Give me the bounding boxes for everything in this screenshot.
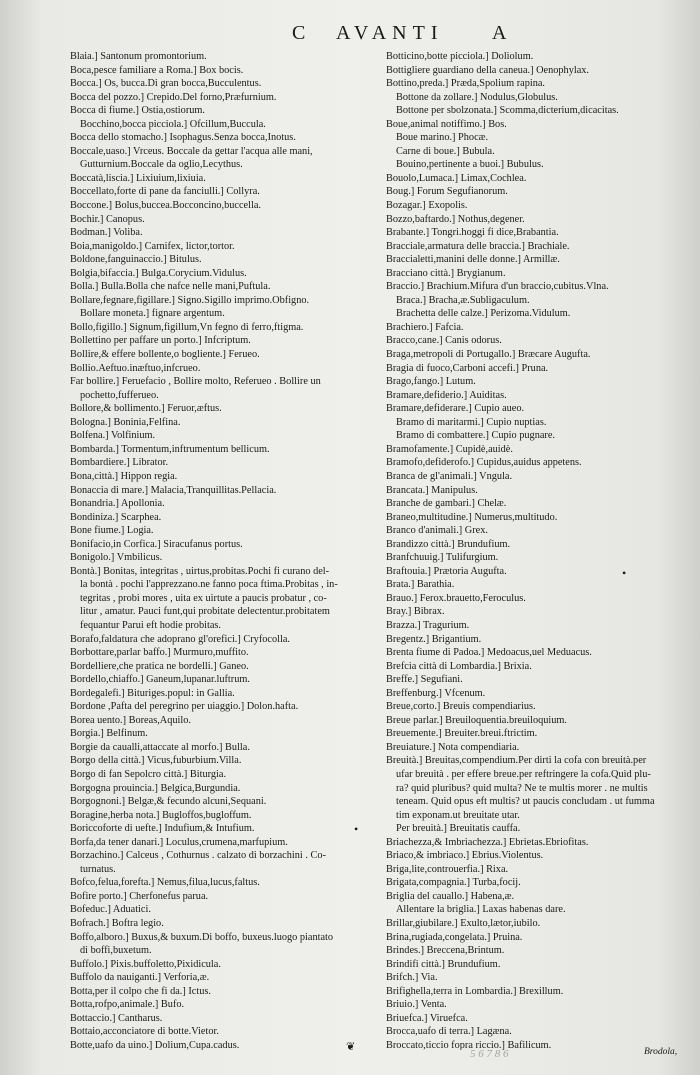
entry-line: Branche de gambari.] Chelæ. — [386, 498, 507, 510]
entry-line: Brazza.] Tragurium. — [386, 619, 470, 631]
entry-line: di boffi,buxetum. — [80, 945, 152, 957]
entry-line: Bouolo,Lumaca.] Limax,Cochlea. — [386, 172, 527, 184]
entry-line: Bocca dello stomacho.] Isophagus.Senza bocca,Inotus. — [70, 132, 296, 144]
entry-line: Borgo di fan Sepolcro città.] Biturgia. — [70, 768, 227, 780]
entry-line: Brefcia città di Lombardia.] Brixia. — [386, 660, 532, 672]
entry-line: Brago,fango.] Lutum. — [386, 376, 476, 388]
catchword: Brodola, — [644, 1047, 678, 1057]
entry-line: Borgognoni.] Belgæ,& fecundo alcuni,Sequani. — [70, 796, 267, 808]
entry-line: Boccellato,forte di pane da fanciulli.] Collyra. — [70, 186, 260, 198]
entry-line: tim exponam.ut breuitate utar. — [396, 809, 520, 821]
entry-line: Bollo,figillo.] Signum,figillum,Vn fegno di ferro,ftigma. — [70, 321, 304, 333]
entry-line: Brigata,compagnia.] Turba,focij. — [386, 877, 521, 889]
entry-line: Bondiniza.] Scarphea. — [70, 511, 162, 523]
entry-line: Broccato,ticcio fopra riccio.] Bafilicum. — [386, 1039, 552, 1050]
entry-line: Bottigliere guardiano della caneua.] Oenophylax. — [386, 64, 590, 76]
entry-line: Braccialetti,manini delle donne.] Armillæ. — [386, 254, 560, 266]
entry-line: Borgogna prouincia.] Belgica,Burgundia. — [70, 782, 241, 794]
entry-line: Borbottare,parlar baffo.] Murmuro,muffito. — [70, 647, 249, 659]
entry-line: Bramo di maritarmi.] Cupio nuptias. — [396, 416, 547, 428]
entry-line: Boca,pesce familiare a Roma.] Box bocis. — [70, 64, 244, 76]
entry-line: Breuiature.] Nota compendiaria. — [386, 741, 520, 753]
entry-line: Bracco,cane.] Canis odorus. — [386, 335, 502, 347]
entry-line: Allentare la briglia.] Laxas habenas dare. — [396, 904, 566, 916]
entry-line: Botticino,botte picciola.] Doliolum. — [386, 51, 534, 62]
entry-line: Breuemente.] Breuiter.breui.ftrictim. — [386, 728, 538, 740]
entry-line: Bramare,defiderio.] Auiditas. — [386, 389, 507, 401]
entry-line: Bone fiume.] Logia. — [70, 525, 154, 537]
right-column — [386, 50, 686, 1050]
entry-line: Brifch.] Via. — [386, 972, 438, 984]
entry-line: Botte,uafo da uino.] Dolium,Cupa.cadus. — [70, 1039, 240, 1050]
entry-line: ra? quid pluribus? quid multa? Ne te multis morer . ne multis — [396, 782, 648, 794]
entry-line: Bolgia,bifaccia.] Bulga.Corycium.Vidulus. — [70, 267, 247, 279]
entry-line: teneam. Quid opus eft multis? ut paucis concludam . ut fumma — [396, 796, 655, 808]
entry-line: Brifighella,terra in Lombardia.] Brexillum. — [386, 985, 564, 997]
entry-line: Bollare moneta.] fignare argentum. — [80, 308, 225, 320]
entry-line: Bombardiere.] Librator. — [70, 457, 169, 469]
entry-line: Boffo,alboro.] Buxus,& buxum.Di boffo, buxeus.luogo piantato — [70, 931, 334, 943]
entry-line: Boccatà,liscia.] Lixiuium,lixiuia. — [70, 172, 206, 184]
entry-line: Carne di boue.] Bubula. — [396, 145, 495, 157]
entry-line: Bochir.] Canopus. — [70, 213, 145, 225]
entry-line: Breffe.] Segufiani. — [386, 674, 463, 686]
entry-line: Breffenburg.] Vfcenum. — [386, 687, 486, 699]
entry-line: Brauo.] Ferox.brauetto,Feroculus. — [386, 592, 526, 604]
entry-line: tegritas , probi mores , uita ex uirtute a paucis probatur , co- — [80, 592, 327, 604]
entry-line: Bocchino,bocca picciola.] Ofcillum,Buccula. — [80, 118, 266, 130]
entry-line: Buffolo.] Pixis.buffoletto,Pixidicula. — [70, 958, 221, 970]
entry-line: Braga,metropoli di Portugallo.] Bræcare Augufta. — [386, 349, 591, 361]
entry-line: Borea uento.] Boreas,Aquilo. — [70, 714, 191, 726]
entry-line: Bozagar.] Exopolis. — [386, 200, 468, 212]
header-right-letter: A — [492, 22, 509, 44]
entry-line: Bocca di fiume.] Ostia,ostiorum. — [70, 105, 205, 117]
entry-line: Borfa,da tener danari.] Loculus,crumena,marfupium. — [70, 836, 288, 848]
entry-line: Bollire,& effere bollente,o bogliente.] Ferueo. — [70, 349, 260, 361]
entry-line: Boldone,fanguinaccio.] Bitulus. — [70, 254, 202, 266]
entry-line: Brancata.] Manipulus. — [386, 484, 478, 496]
entry-line: Brabante.] Tongri.hoggi fi dice,Brabantia. — [386, 227, 559, 239]
entry-line: Brocca,uafo di terra.] Lagæna. — [386, 1026, 512, 1038]
margin-mark-icon: • — [622, 566, 627, 580]
entry-line: Bordelliere,che pratica ne bordelli.] Ganeo. — [70, 660, 249, 672]
entry-line: Botta,rofpo,animale.] Bufo. — [70, 999, 185, 1011]
entry-line: Boccale,uaso.] Vrceus. Boccale da gettar l'acqua alle mani, — [70, 145, 313, 157]
entry-line: Bottone da zollare.] Nodulus,Globulus. — [396, 91, 558, 103]
entry-line: Briga,lite,controuerfia.] Rixa. — [386, 863, 509, 875]
entry-line: Braftouia.] Prætoria Augufta. — [386, 565, 507, 577]
entry-line: Botta,per il colpo che fi da.] Ictus. — [70, 985, 211, 997]
entry-line: Briuefca.] Viruefca. — [386, 1012, 468, 1024]
entry-line: Bramofamente.] Cupidè,auidè. — [386, 443, 513, 455]
entry-line: Boragine,herba nota.] Bugloffos,bugloffum. — [70, 809, 252, 821]
entry-line: Bragia di fuoco,Carboni accefi.] Pruna. — [386, 362, 549, 374]
entry-line: Brindes.] Breccena,Brintum. — [386, 945, 505, 957]
entry-line: ufar breuità . per effere breue.per reftringere la cofa.Quid plu- — [396, 768, 651, 780]
entry-line: Branfchuuig.] Tulifurgium. — [386, 552, 499, 564]
entry-line: Briuio.] Venta. — [386, 999, 447, 1011]
entry-line: Boue,animal notiffimo.] Bos. — [386, 118, 507, 130]
entry-line: Bottino,preda.] Præda,Spolium rapina. — [386, 78, 546, 90]
header-left-letter: C — [292, 22, 308, 44]
entry-line: fequantur Parui eft hodie probitas. — [80, 619, 221, 631]
entry-line: Bramofo,defiderofo.] Cupidus,auidus appetens. — [386, 457, 582, 469]
entry-line: Blaia.] Santonum promontorium. — [70, 51, 207, 62]
entry-line: turnatus. — [80, 863, 116, 875]
entry-line: Bolla.] Bulla.Bolla che nafce nelle mani,Puftula. — [70, 281, 271, 293]
entry-line: la bontà . pochi l'apprezzano.ne fanno poca ftima.Probitas , in- — [80, 579, 338, 591]
entry-line: Breue,corto.] Breuis compendiarius. — [386, 701, 536, 713]
entry-line: Briachezza,& Imbriachezza.] Ebrietas.Ebriofitas. — [386, 836, 589, 848]
ornament-icon: ❦ — [346, 1041, 356, 1053]
entry-line: litur , amatur. Pauci funt,qui probitate delectentur.probitatem — [80, 606, 330, 618]
entry-line: Bollore,& bollimento.] Feruor,æftus. — [70, 403, 222, 415]
entry-line: Branco d'animali.] Grex. — [386, 525, 488, 537]
entry-line: Brina,rugiada,congelata.] Pruina. — [386, 931, 523, 943]
entry-line: Brata.] Barathia. — [386, 579, 455, 591]
entry-line: Borafo,faldatura che adoprano gl'orefici.] Cryfocolla. — [70, 633, 290, 645]
entry-line: Brindifi città.] Brundufium. — [386, 958, 501, 970]
running-header — [0, 22, 700, 48]
entry-line: Bofco,felua,forefta.] Nemus,filua,lucus,faltus. — [70, 877, 260, 889]
entry-line: Bottaccio.] Cantharus. — [70, 1012, 163, 1024]
entry-line: Brachetta delle calze.] Perizoma.Vidulum. — [396, 308, 571, 320]
entry-line: Brenta fiume di Padoa.] Medoacus,uel Meduacus. — [386, 647, 592, 659]
entry-line: Gutturnium.Boccale da oglio,Lecythus. — [80, 159, 243, 171]
entry-line: Briglia del cauallo.] Habena,æ. — [386, 890, 515, 902]
entry-line: Bonandria.] Apollonia. — [70, 498, 165, 510]
entry-line: Bodman.] Voliba. — [70, 227, 143, 239]
entry-line: Braneo,multitudine.] Numerus,multitudo. — [386, 511, 558, 523]
entry-line: Borgo della città.] Vicus,fuburbium.Villa. — [70, 755, 242, 767]
entry-line: Bracciano città.] Brygianum. — [386, 267, 506, 279]
entry-line: Borgie da caualli,attaccate al morfo.] Bulla. — [70, 741, 250, 753]
entry-line: Bona,città.] Hippon regia. — [70, 470, 178, 482]
margin-mark-icon: • — [354, 822, 359, 836]
entry-line: pochetto,fufferueo. — [80, 389, 159, 401]
entry-line: Brandizzo città.] Brundufium. — [386, 538, 511, 550]
entry-line: Boug.] Forum Segufianorum. — [386, 186, 508, 198]
header-title: AVANTI — [336, 22, 444, 44]
entry-line: Bontà.] Bonitas, integritas , uirtus,probitas.Pochi fi curano del- — [70, 565, 330, 577]
entry-line: Brillar,giubilare.] Exulto,lætor,iubilo. — [386, 918, 541, 929]
entry-line: Bombarda.] Tormentum,inftrumentum bellicum. — [70, 443, 270, 455]
entry-line: Bouino,pertinente a buoi.] Bubulus. — [396, 159, 544, 171]
entry-line: Bonaccia di mare.] Malacia,Tranquillitas.Pellacia. — [70, 484, 277, 496]
entry-line: Far bollire.] Feruefacio , Bollire molto, Referueo . Bollire un — [70, 376, 321, 388]
entry-line: Breue parlar.] Breuiloquentia.breuiloquium. — [386, 714, 567, 726]
entry-line: Bozzo,baftardo.] Nothus,degener. — [386, 213, 525, 225]
entry-line: Buffolo da nauiganti.] Verforia,æ. — [70, 972, 210, 984]
entry-line: Borzachino.] Calceus , Cothurnus . calzato di borzachini . Co- — [70, 850, 326, 862]
entry-line: Bottone per sbolzonata.] Scomma,dicterium,dicacitas. — [396, 105, 619, 117]
entry-line: Boia,manigoldo.] Carnifex, lictor,tortor. — [70, 240, 235, 252]
entry-line: Bocca del pozzo.] Crepido.Del forno,Præfurnium. — [70, 91, 277, 103]
entry-line: Per breuità.] Breuitatis cauffa. — [396, 823, 521, 835]
entry-line: Bonigolo.] Vmbilicus. — [70, 552, 163, 564]
entry-line: Bregentz.] Brigantium. — [386, 633, 482, 645]
entry-line: Bofeduc.] Aduatici. — [70, 904, 151, 916]
entry-line: Bollare,fegnare,figillare.] Signo.Sigillo imprimo.Obfigno. — [70, 294, 310, 306]
entry-line: Braccio.] Brachium.Mifura d'un braccio,cubitus.Vlna. — [386, 281, 609, 293]
left-column — [70, 50, 382, 1050]
entry-line: Bracciale,armatura delle braccia.] Brachiale. — [386, 240, 570, 252]
entry-line: Briaco,& imbriaco.] Ebrius.Violentus. — [386, 850, 544, 862]
entry-line: Bramo di combattere.] Cupio pugnare. — [396, 430, 555, 442]
entry-line: Breuità.] Breuitas,compendium.Per dirti la cofa con breuità.per — [386, 755, 647, 767]
entry-line: Bonifacio,in Corfica.] Siracufanus portus. — [70, 538, 243, 550]
entry-line: Bollettino per paffare un porto.] Infcriptum. — [70, 335, 251, 347]
entry-line: Bofrach.] Boftra legio. — [70, 918, 164, 929]
entry-line: Bofire porto.] Cherfonefus parua. — [70, 890, 209, 902]
entry-line: Braca.] Bracha,æ.Subligaculum. — [396, 294, 530, 306]
entry-line: Bordegalefi.] Bituriges.popul: in Gallia. — [70, 687, 235, 699]
entry-line: Bocca.] Os, bucca.Di gran bocca,Bucculentus. — [70, 78, 262, 90]
entry-line: Boue marino.] Phocæ. — [396, 132, 489, 144]
entry-line: Branca de gl'animali.] Vngula. — [386, 470, 513, 482]
entry-line: Bolfena.] Volfinium. — [70, 430, 156, 442]
entry-line: Boriccoforte di uefte.] Indufium,& Intufium. — [70, 823, 255, 835]
entry-line: Bottaio,acconciatore di botte.Vietor. — [70, 1026, 219, 1038]
entry-line: Borgia.] Belfinum. — [70, 728, 148, 740]
entry-line: Bollio.Aeftuo.inæftuo,infcrueo. — [70, 362, 201, 374]
entry-line: Bordone ,Pafta del peregrino per uiaggio.] Dolon.hafta. — [70, 701, 299, 713]
entry-line: Boccone.] Bolus,buccea.Bocconcino,buccella. — [70, 200, 261, 212]
page-signature: 5 6 7 8 6 — [470, 1048, 509, 1060]
entry-line: Brachiero.] Fafcia. — [386, 321, 464, 333]
entry-line: Bologna.] Boninia,Felfina. — [70, 416, 181, 428]
entry-line: Bordello,chiaffo.] Ganeum,lupanar.luftrum. — [70, 674, 250, 686]
entry-line: Bramare,defiderare.] Cupio aueo. — [386, 403, 525, 415]
entry-line: Bray.] Bibrax. — [386, 606, 445, 618]
